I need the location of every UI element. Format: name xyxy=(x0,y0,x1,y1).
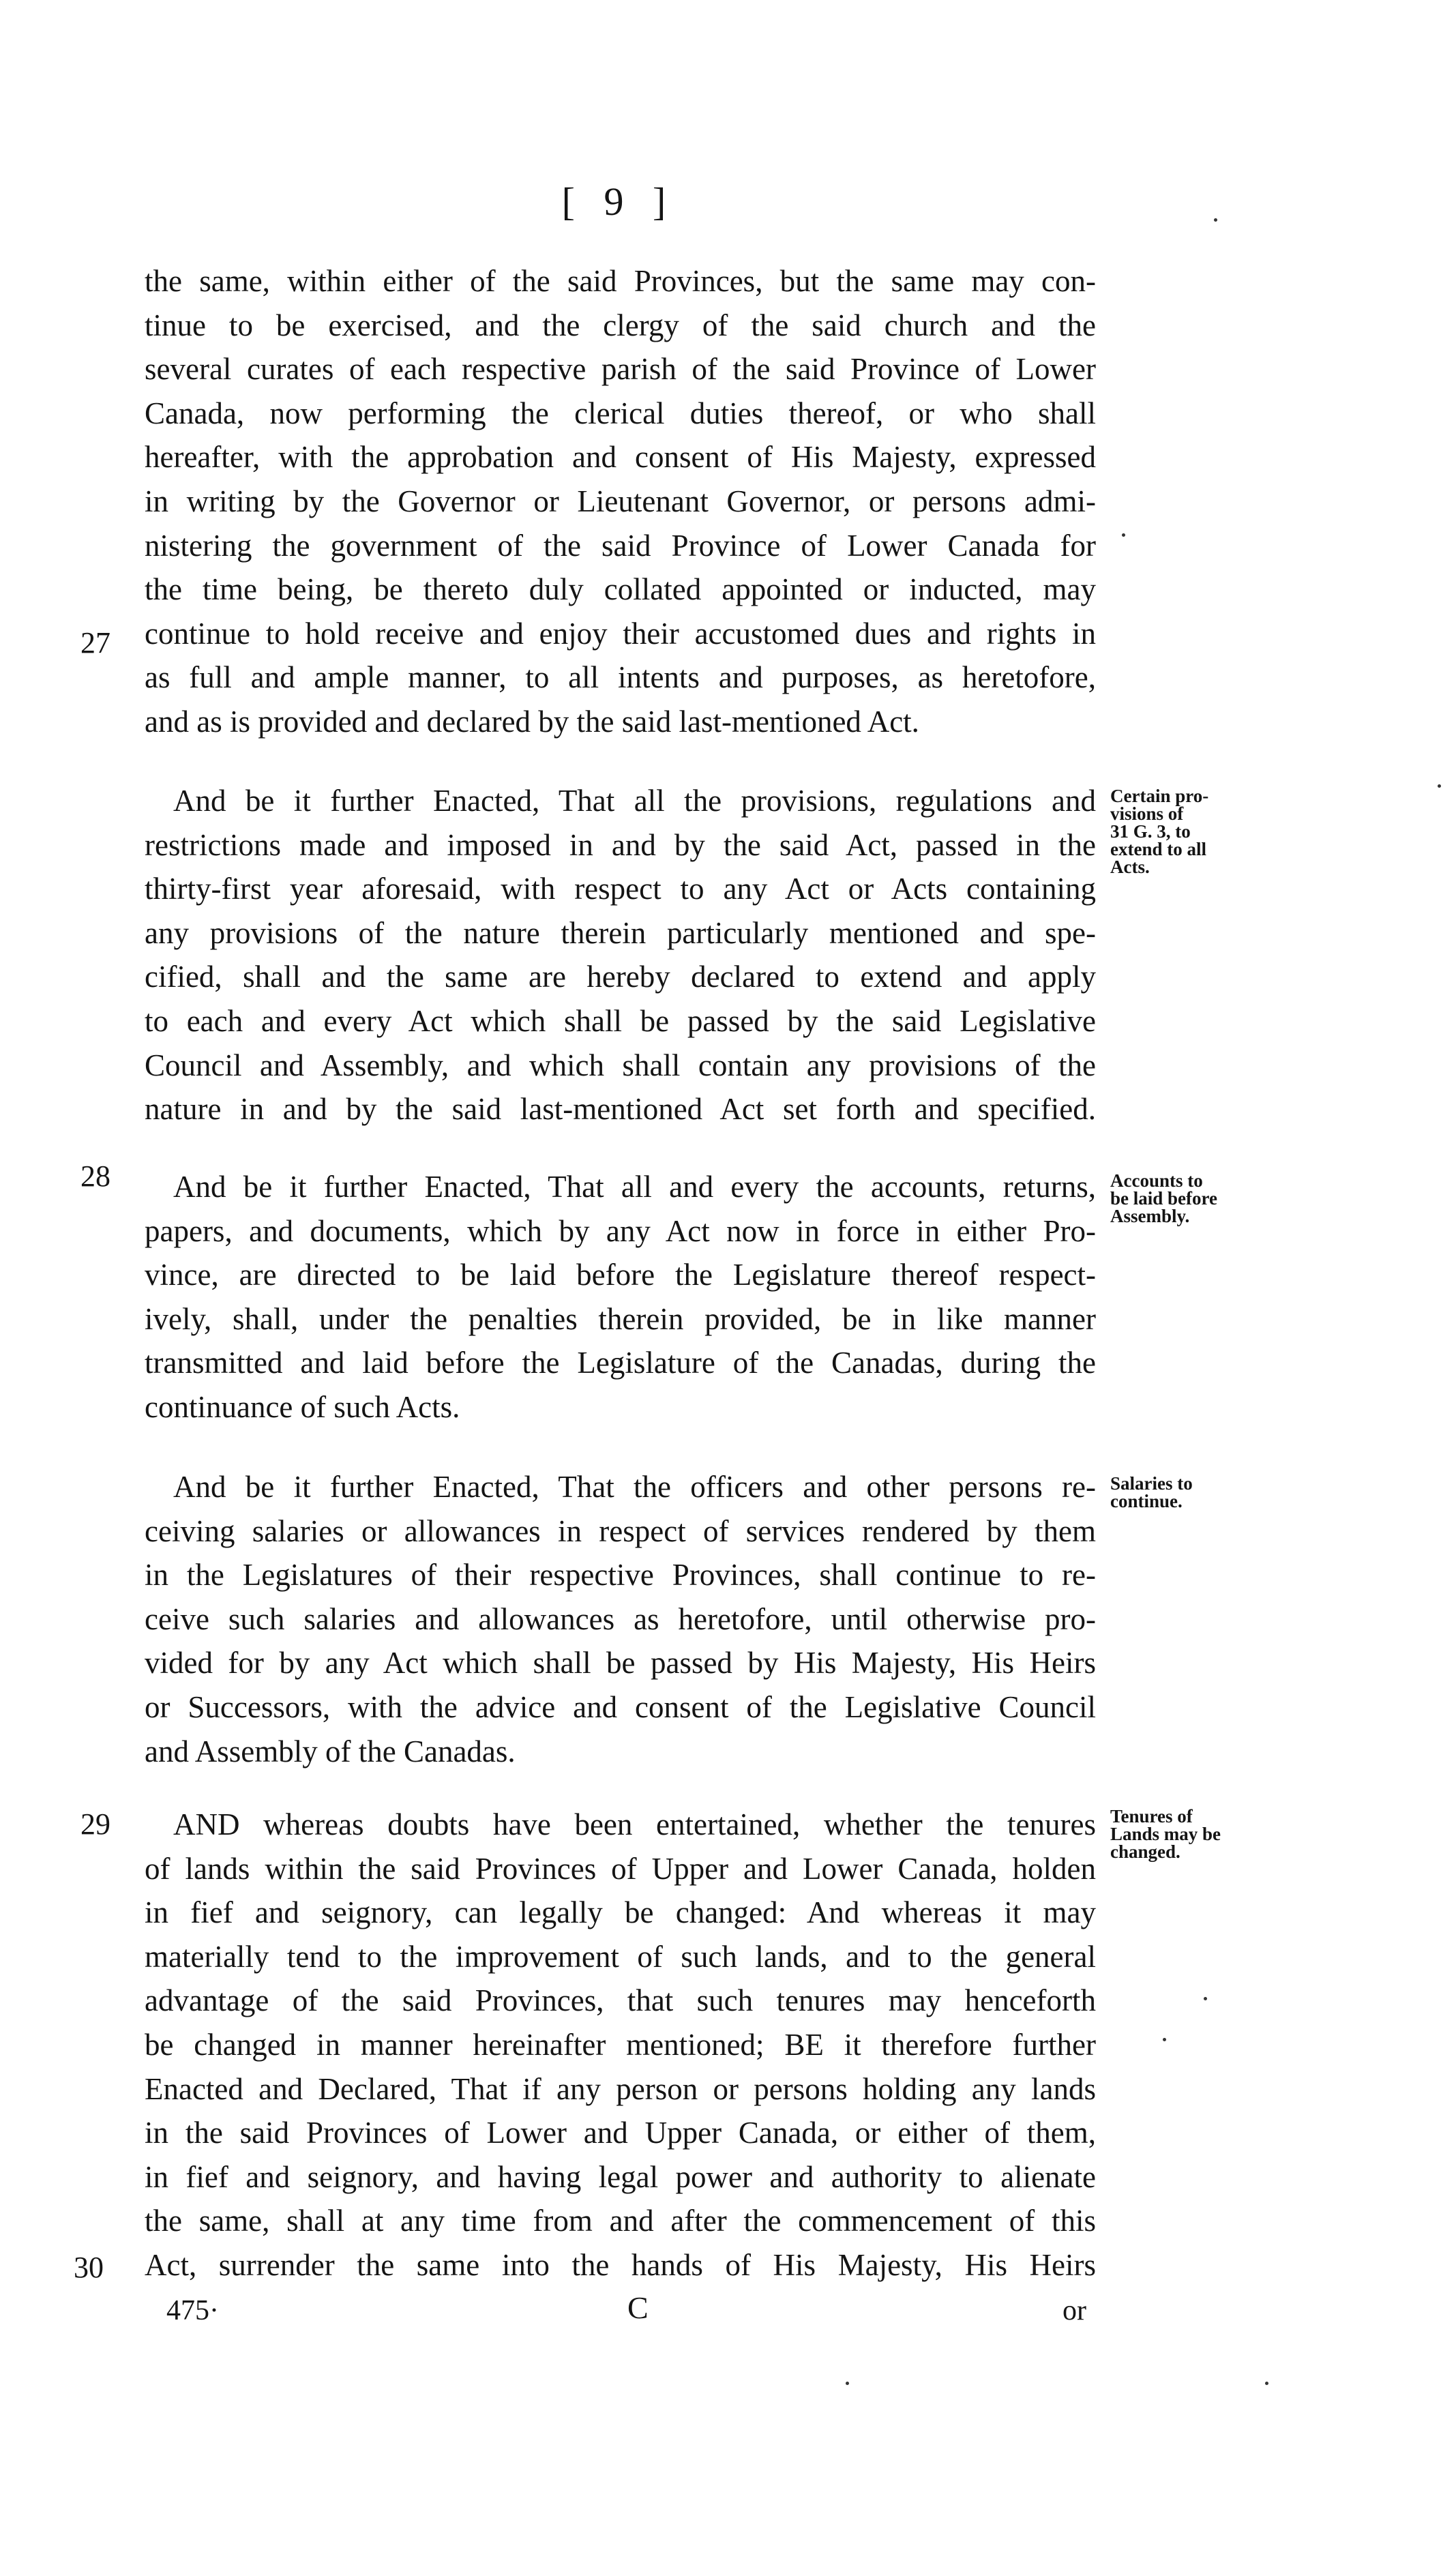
paragraph-tenures xyxy=(145,1803,1096,2288)
text-line: the time being, be thereto duly collated appointed or inducted, may xyxy=(145,572,1096,607)
print-speck xyxy=(1204,1997,1207,2000)
text-line: any provisions of the nature therein particularly mentioned and spe- xyxy=(145,915,1096,950)
text-line: restrictions made and imposed in and by the said Act, passed in the xyxy=(145,827,1096,862)
text-line: ively, shall, under the penalties therein provided, be in like manner xyxy=(145,1301,1096,1336)
text-line: to each and every Act which shall be passed by the said Legislative xyxy=(145,1003,1096,1038)
text-line: Act, surrender the same into the hands of His Majesty, His Heirs xyxy=(145,2247,1096,2282)
footer-catchword: or xyxy=(1063,2295,1086,2326)
text-line: And be it further Enacted, That all the provisions, regulations and xyxy=(173,784,1096,818)
text-line: the same, within either of the said Provinces, but the same may con- xyxy=(145,264,1096,298)
text-line: transmitted and laid before the Legislature of the Canadas, during the xyxy=(145,1346,1096,1380)
paragraph-salaries xyxy=(145,1465,1096,1773)
text-line: continuance of such Acts. xyxy=(145,1389,460,1424)
margin-number: 29 xyxy=(80,1807,110,1841)
text-line: or Successors, with the advice and consent of the Legislative Council xyxy=(145,1689,1096,1724)
print-speck xyxy=(846,2382,849,2385)
side-note: Accounts to be laid before Assembly. xyxy=(1110,1170,1217,1226)
text-line: Council and Assembly, and which shall contain any provisions of the xyxy=(145,1048,1096,1082)
text-line: several curates of each respective parish of the said Province of Lower xyxy=(145,352,1096,387)
margin-number: 27 xyxy=(80,626,110,660)
paragraph-provisions xyxy=(145,779,1096,1131)
text-line: cified, shall and the same are hereby declared to extend and apply xyxy=(145,960,1096,994)
margin-number: 28 xyxy=(80,1159,110,1193)
text-line: in the said Provinces of Lower and Upper Canada, or either of them, xyxy=(145,2116,1096,2150)
margin-number: 30 xyxy=(74,2251,104,2284)
text-line: Canada, now performing the clerical duties thereof, or who shall xyxy=(145,396,1096,430)
text-line: And be it further Enacted, That all and every the accounts, returns, xyxy=(173,1170,1096,1204)
print-speck xyxy=(1214,218,1217,222)
text-line: the same, shall at any time from and after the commencement of this xyxy=(145,2204,1096,2238)
text-line: ceive such salaries and allowances as heretofore, until otherwise pro- xyxy=(145,1601,1096,1636)
footer-signature-letter: C xyxy=(627,2290,649,2325)
print-speck xyxy=(1122,533,1125,537)
text-line: papers, and documents, which by any Act now in force in either Pro- xyxy=(145,1213,1096,1248)
text-line: in fief and seignory, can legally be changed: And whereas it may xyxy=(145,1895,1096,1930)
print-speck xyxy=(1163,2038,1166,2041)
side-note: Tenures of Lands may be changed. xyxy=(1110,1806,1221,1862)
text-line: and as is provided and declared by the said last-mentioned Act. xyxy=(145,704,919,739)
page-header: [ 9 ] xyxy=(561,179,676,224)
text-line: advantage of the said Provinces, that such tenures may henceforth xyxy=(145,1983,1096,2018)
text-line: Enacted and Declared, That if any person or persons holding any lands xyxy=(145,2071,1096,2106)
print-speck xyxy=(1438,784,1441,788)
text-line: nature in and by the said last-mentioned Act set forth and specified. xyxy=(145,1092,1096,1127)
print-speck xyxy=(1265,2382,1268,2385)
text-line: be changed in manner hereinafter mentioned; BE it therefore further xyxy=(145,2027,1096,2062)
text-line: thirty-first year aforesaid, with respect to any Act or Acts containing xyxy=(145,872,1096,906)
side-note: Certain pro- visions of 31 G. 3, to extend to all Acts. xyxy=(1110,786,1209,877)
text-line: materially tend to the improvement of such lands, and to the general xyxy=(145,1939,1096,1974)
side-note: Salaries to continue. xyxy=(1110,1473,1193,1511)
text-line: in the Legislatures of their respective Provinces, shall continue to re- xyxy=(145,1558,1096,1593)
text-line: vided for by any Act which shall be passed by His Majesty, His Heirs xyxy=(145,1646,1096,1681)
text-line: of lands within the said Provinces of Upper and Lower Canada, holden xyxy=(145,1851,1096,1886)
paragraph-accounts xyxy=(145,1165,1096,1430)
text-line: in writing by the Governor or Lieutenant Governor, or persons admi- xyxy=(145,484,1096,518)
text-line: tinue to be exercised, and the clergy of the said church and the xyxy=(145,308,1096,342)
text-line: ceiving salaries or allowances in respect of services rendered by them xyxy=(145,1513,1096,1548)
text-line: continue to hold receive and enjoy their accustomed dues and rights in xyxy=(145,616,1096,651)
paragraph-continuation xyxy=(145,259,1096,744)
text-line: in fief and seignory, and having legal power and authority to alienate xyxy=(145,2159,1096,2194)
text-line: nistering the government of the said Province of Lower Canada for xyxy=(145,528,1096,563)
text-line: and Assembly of the Canadas. xyxy=(145,1734,516,1768)
text-line: AND whereas doubts have been entertained, whether the tenures xyxy=(173,1807,1096,1841)
text-line: as full and ample manner, to all intents and purposes, as heretofore, xyxy=(145,660,1096,695)
footer-signature-number: 475· xyxy=(166,2295,219,2326)
text-line: hereafter, with the approbation and consent of His Majesty, expressed xyxy=(145,440,1096,475)
text-line: And be it further Enacted, That the officers and other persons re- xyxy=(173,1470,1096,1504)
text-line: vince, are directed to be laid before the Legislature thereof respect- xyxy=(145,1258,1096,1292)
